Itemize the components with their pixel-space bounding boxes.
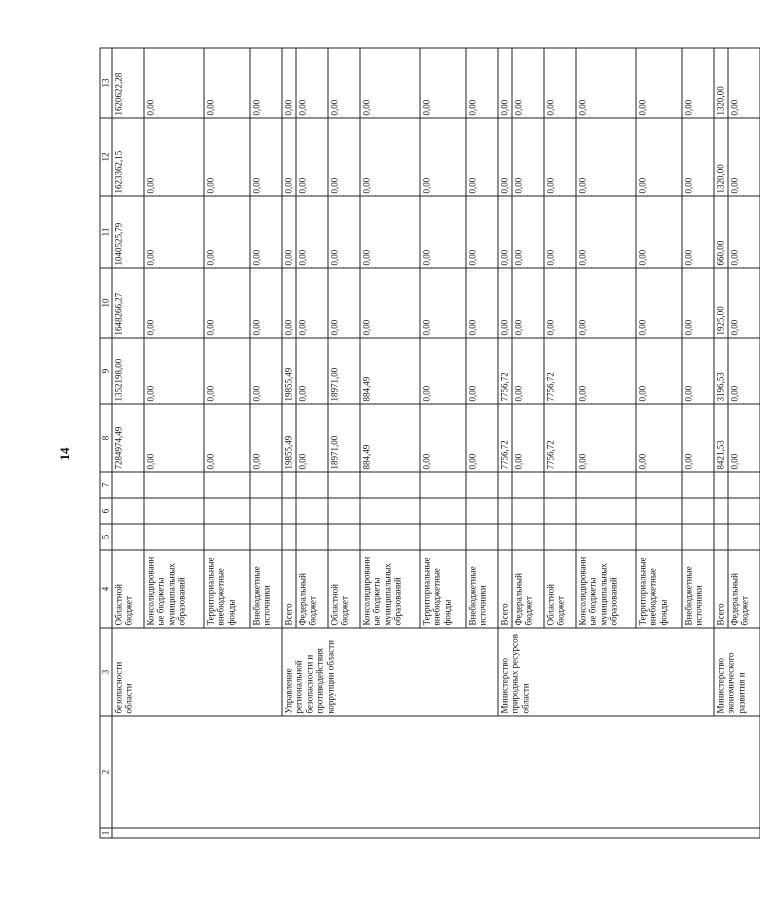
value-cell-v9: 7756,72 bbox=[498, 338, 512, 404]
responsible-executor: Управление региональной безопасности и противодействия коррупции области bbox=[282, 628, 498, 716]
budget-table bbox=[100, 48, 760, 839]
value-cell-v8: 7756,72 bbox=[544, 404, 576, 472]
empty-cell bbox=[498, 524, 512, 550]
value-cell-v9: 0,00 bbox=[576, 338, 636, 404]
empty-cell bbox=[512, 498, 544, 524]
funding-source: Внебюджетные источники bbox=[466, 550, 498, 628]
value-cell-v9: 3196,53 bbox=[714, 338, 728, 404]
funding-source: Всего bbox=[714, 550, 728, 628]
empty-cell bbox=[296, 498, 328, 524]
value-cell-v11: 0,00 bbox=[512, 196, 544, 268]
value-cell-v11: 0,00 bbox=[466, 196, 498, 268]
empty-cell bbox=[466, 498, 498, 524]
value-cell-v10: 0,00 bbox=[498, 268, 512, 338]
empty-cell bbox=[360, 498, 420, 524]
empty-cell bbox=[204, 472, 250, 498]
header-cell-7: 7 bbox=[100, 472, 112, 498]
value-cell-v12: 1623362,15 bbox=[112, 118, 144, 196]
empty-cell bbox=[112, 472, 144, 498]
value-cell-v9: 0,00 bbox=[682, 338, 714, 404]
value-cell-v13: 0,00 bbox=[296, 48, 328, 118]
empty-cell bbox=[498, 498, 512, 524]
empty-cell bbox=[144, 498, 204, 524]
page-number: 14 bbox=[57, 447, 72, 461]
table-row bbox=[112, 48, 144, 838]
value-cell-v9: 0,00 bbox=[250, 338, 282, 404]
value-cell-v8: 18971,00 bbox=[328, 404, 360, 472]
value-cell-v13: 0,00 bbox=[512, 48, 544, 118]
responsible-executor: Министерство экономического развития и bbox=[714, 628, 760, 716]
empty-cell bbox=[544, 524, 576, 550]
header-row bbox=[100, 48, 112, 838]
value-cell-v13: 1620622,28 bbox=[112, 48, 144, 118]
value-cell-v12: 0,00 bbox=[204, 118, 250, 196]
funding-source: Областной бюджет bbox=[328, 550, 360, 628]
value-cell-v12: 0,00 bbox=[498, 118, 512, 196]
value-cell-v13: 0,00 bbox=[250, 48, 282, 118]
value-cell-v13: 0,00 bbox=[144, 48, 204, 118]
value-cell-v12: 0,00 bbox=[328, 118, 360, 196]
value-cell-v10: 1925,00 bbox=[714, 268, 728, 338]
value-cell-v13: 0,00 bbox=[282, 48, 296, 118]
empty-cell bbox=[250, 498, 282, 524]
funding-source: Консолидированные бюджеты муниципальных образований bbox=[576, 550, 636, 628]
funding-source: Федеральный бюджет bbox=[512, 550, 544, 628]
value-cell-v12: 0,00 bbox=[250, 118, 282, 196]
funding-source: Внебюджетные источники bbox=[250, 550, 282, 628]
empty-cell bbox=[360, 524, 420, 550]
value-cell-v13: 0,00 bbox=[544, 48, 576, 118]
empty-cell bbox=[420, 524, 466, 550]
value-cell-v9: 0,00 bbox=[296, 338, 328, 404]
empty-cell bbox=[728, 498, 760, 524]
funding-source: Консолидированные бюджеты муниципальных образований bbox=[144, 550, 204, 628]
value-cell-v9: 7756,72 bbox=[544, 338, 576, 404]
empty-cell bbox=[636, 472, 682, 498]
value-cell-v11: 0,00 bbox=[204, 196, 250, 268]
empty-cell bbox=[576, 472, 636, 498]
value-cell-v13: 0,00 bbox=[728, 48, 760, 118]
header-cell-10: 10 bbox=[100, 268, 112, 338]
value-cell-v11: 0,00 bbox=[636, 196, 682, 268]
header-cell-2: 2 bbox=[100, 716, 112, 828]
value-cell-v12: 0,00 bbox=[682, 118, 714, 196]
value-cell-v11: 0,00 bbox=[282, 196, 296, 268]
rotated-page bbox=[100, 49, 750, 839]
responsible-executor: безопасности области bbox=[112, 628, 282, 716]
value-cell-v10: 0,00 bbox=[144, 268, 204, 338]
empty-cell bbox=[728, 472, 760, 498]
empty-cell bbox=[512, 524, 544, 550]
header-cell-6: 6 bbox=[100, 498, 112, 524]
value-cell-v8: 8421,53 bbox=[714, 404, 728, 472]
value-cell-v10: 0,00 bbox=[360, 268, 420, 338]
value-cell-v11: 0,00 bbox=[544, 196, 576, 268]
value-cell-v11: 0,00 bbox=[498, 196, 512, 268]
empty-cell bbox=[466, 472, 498, 498]
empty-cell bbox=[636, 524, 682, 550]
funding-source: Консолидированные бюджеты муниципальных образований bbox=[360, 550, 420, 628]
empty-cell bbox=[282, 472, 296, 498]
funding-source: Территориальные внебюджетные фонды bbox=[204, 550, 250, 628]
empty-cell bbox=[682, 498, 714, 524]
funding-source: Областной бюджет bbox=[112, 550, 144, 628]
value-cell-v8: 0,00 bbox=[636, 404, 682, 472]
empty-cell bbox=[296, 472, 328, 498]
empty-cell bbox=[250, 472, 282, 498]
header-cell-9: 9 bbox=[100, 338, 112, 404]
value-cell-v12: 0,00 bbox=[360, 118, 420, 196]
empty-cell bbox=[282, 524, 296, 550]
header-cell-12: 12 bbox=[100, 118, 112, 196]
empty-cell bbox=[682, 472, 714, 498]
value-cell-v13: 1320,00 bbox=[714, 48, 728, 118]
empty-cell bbox=[714, 498, 728, 524]
value-cell-v8: 884,49 bbox=[360, 404, 420, 472]
value-cell-v11: 0,00 bbox=[296, 196, 328, 268]
empty-cell bbox=[636, 498, 682, 524]
empty-cell bbox=[544, 472, 576, 498]
table-body bbox=[100, 48, 760, 838]
value-cell-v13: 0,00 bbox=[636, 48, 682, 118]
header-cell-4: 4 bbox=[100, 550, 112, 628]
value-cell-v10: 0,00 bbox=[282, 268, 296, 338]
value-cell-v11: 1040525,79 bbox=[112, 196, 144, 268]
value-cell-v12: 0,00 bbox=[636, 118, 682, 196]
funding-source: Всего bbox=[498, 550, 512, 628]
value-cell-v12: 0,00 bbox=[512, 118, 544, 196]
empty-cell bbox=[204, 498, 250, 524]
funding-source: Территориальные внебюджетные фонды bbox=[636, 550, 682, 628]
empty-cell bbox=[296, 524, 328, 550]
value-cell-v12: 1320,00 bbox=[714, 118, 728, 196]
value-cell-v9: 0,00 bbox=[420, 338, 466, 404]
value-cell-v11: 0,00 bbox=[682, 196, 714, 268]
value-cell-v13: 0,00 bbox=[576, 48, 636, 118]
value-cell-v10: 0,00 bbox=[636, 268, 682, 338]
value-cell-v11: 0,00 bbox=[576, 196, 636, 268]
value-cell-v12: 0,00 bbox=[420, 118, 466, 196]
value-cell-v8: 0,00 bbox=[682, 404, 714, 472]
value-cell-v13: 0,00 bbox=[204, 48, 250, 118]
value-cell-v8: 0,00 bbox=[296, 404, 328, 472]
value-cell-v11: 0,00 bbox=[728, 196, 760, 268]
header-cell-1: 1 bbox=[100, 828, 112, 838]
empty-cell bbox=[144, 524, 204, 550]
value-cell-v11: 660,00 bbox=[714, 196, 728, 268]
empty-cell-col1 bbox=[112, 828, 760, 838]
value-cell-v12: 0,00 bbox=[544, 118, 576, 196]
value-cell-v8: 0,00 bbox=[204, 404, 250, 472]
value-cell-v9: 18971,00 bbox=[328, 338, 360, 404]
value-cell-v8: 0,00 bbox=[250, 404, 282, 472]
empty-cell bbox=[328, 472, 360, 498]
value-cell-v8: 0,00 bbox=[512, 404, 544, 472]
empty-cell bbox=[512, 472, 544, 498]
value-cell-v12: 0,00 bbox=[282, 118, 296, 196]
empty-cell bbox=[576, 498, 636, 524]
value-cell-v10: 0,00 bbox=[466, 268, 498, 338]
empty-cell bbox=[328, 498, 360, 524]
empty-cell bbox=[714, 472, 728, 498]
value-cell-v11: 0,00 bbox=[328, 196, 360, 268]
value-cell-v10: 1648266,27 bbox=[112, 268, 144, 338]
empty-cell bbox=[360, 472, 420, 498]
empty-cell bbox=[682, 524, 714, 550]
value-cell-v11: 0,00 bbox=[420, 196, 466, 268]
empty-cell bbox=[544, 498, 576, 524]
value-cell-v12: 0,00 bbox=[728, 118, 760, 196]
value-cell-v10: 0,00 bbox=[250, 268, 282, 338]
value-cell-v10: 0,00 bbox=[328, 268, 360, 338]
empty-cell bbox=[576, 524, 636, 550]
value-cell-v11: 0,00 bbox=[360, 196, 420, 268]
value-cell-v9: 0,00 bbox=[204, 338, 250, 404]
empty-cell bbox=[112, 524, 144, 550]
empty-cell bbox=[282, 498, 296, 524]
value-cell-v9: 884,49 bbox=[360, 338, 420, 404]
value-cell-v11: 0,00 bbox=[250, 196, 282, 268]
value-cell-v9: 0,00 bbox=[512, 338, 544, 404]
empty-cell bbox=[728, 524, 760, 550]
value-cell-v13: 0,00 bbox=[498, 48, 512, 118]
value-cell-v10: 0,00 bbox=[420, 268, 466, 338]
funding-source: Внебюджетные источники bbox=[682, 550, 714, 628]
value-cell-v10: 0,00 bbox=[512, 268, 544, 338]
funding-source: Всего bbox=[282, 550, 296, 628]
value-cell-v9: 0,00 bbox=[636, 338, 682, 404]
value-cell-v9: 0,00 bbox=[466, 338, 498, 404]
value-cell-v9: 0,00 bbox=[144, 338, 204, 404]
empty-cell-col2 bbox=[112, 716, 760, 828]
value-cell-v9: 19855,49 bbox=[282, 338, 296, 404]
empty-cell bbox=[144, 472, 204, 498]
value-cell-v8: 0,00 bbox=[420, 404, 466, 472]
value-cell-v10: 0,00 bbox=[682, 268, 714, 338]
funding-source: Областной бюджет bbox=[544, 550, 576, 628]
funding-source: Федеральный бюджет bbox=[296, 550, 328, 628]
value-cell-v8: 0,00 bbox=[144, 404, 204, 472]
empty-cell bbox=[714, 524, 728, 550]
value-cell-v13: 0,00 bbox=[682, 48, 714, 118]
value-cell-v10: 0,00 bbox=[728, 268, 760, 338]
value-cell-v8: 7756,72 bbox=[498, 404, 512, 472]
funding-source: Территориальные внебюджетные фонды bbox=[420, 550, 466, 628]
value-cell-v10: 0,00 bbox=[204, 268, 250, 338]
header-cell-3: 3 bbox=[100, 628, 112, 716]
value-cell-v12: 0,00 bbox=[576, 118, 636, 196]
value-cell-v13: 0,00 bbox=[328, 48, 360, 118]
empty-cell bbox=[498, 472, 512, 498]
value-cell-v8: 0,00 bbox=[728, 404, 760, 472]
value-cell-v12: 0,00 bbox=[466, 118, 498, 196]
value-cell-v8: 19855,49 bbox=[282, 404, 296, 472]
value-cell-v13: 0,00 bbox=[466, 48, 498, 118]
empty-cell bbox=[420, 472, 466, 498]
value-cell-v10: 0,00 bbox=[544, 268, 576, 338]
empty-cell bbox=[466, 524, 498, 550]
empty-cell bbox=[420, 498, 466, 524]
header-cell-11: 11 bbox=[100, 196, 112, 268]
responsible-executor: Министерство природных ресурсов области bbox=[498, 628, 714, 716]
value-cell-v13: 0,00 bbox=[420, 48, 466, 118]
header-cell-5: 5 bbox=[100, 524, 112, 550]
empty-cell bbox=[250, 524, 282, 550]
value-cell-v9: 0,00 bbox=[728, 338, 760, 404]
value-cell-v13: 0,00 bbox=[360, 48, 420, 118]
value-cell-v8: 0,00 bbox=[466, 404, 498, 472]
empty-cell bbox=[112, 498, 144, 524]
value-cell-v12: 0,00 bbox=[296, 118, 328, 196]
value-cell-v8: 7284974,49 bbox=[112, 404, 144, 472]
value-cell-v8: 0,00 bbox=[576, 404, 636, 472]
value-cell-v10: 0,00 bbox=[296, 268, 328, 338]
value-cell-v9: 1352198,00 bbox=[112, 338, 144, 404]
header-cell-8: 8 bbox=[100, 404, 112, 472]
header-cell-13: 13 bbox=[100, 48, 112, 118]
value-cell-v11: 0,00 bbox=[144, 196, 204, 268]
empty-cell bbox=[204, 524, 250, 550]
empty-cell bbox=[328, 524, 360, 550]
funding-source: Федеральный бюджет bbox=[728, 550, 760, 628]
value-cell-v12: 0,00 bbox=[144, 118, 204, 196]
value-cell-v10: 0,00 bbox=[576, 268, 636, 338]
